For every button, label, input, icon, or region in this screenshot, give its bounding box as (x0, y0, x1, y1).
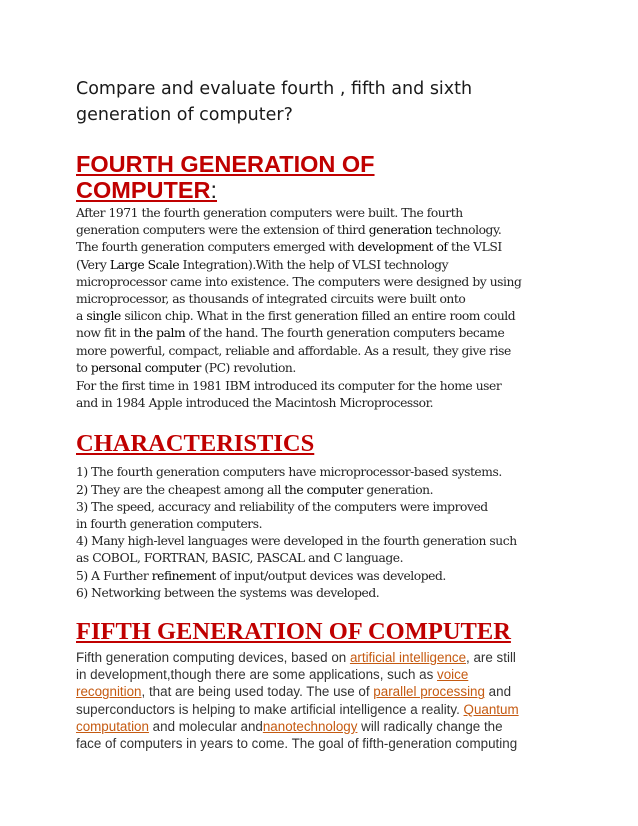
question-line-1: Compare and evaluate fourth , fifth and sixth (76, 79, 473, 99)
fifth-generation-heading: FIFTH GENERATION OF COMPUTER (76, 618, 511, 646)
quantum-computation-link-cont[interactable]: computation (76, 718, 149, 734)
artificial-intelligence-link[interactable]: artificial intelligence (349, 650, 467, 666)
paragraph-line: now fit in the palm of the hand. The fourth generation computers became (76, 326, 505, 341)
voice-recognition-link[interactable]: voice (437, 667, 469, 683)
fourth-generation-heading (76, 151, 576, 203)
large-scale-link[interactable]: Large Scale (109, 257, 180, 272)
characteristics-list (76, 464, 576, 602)
list-item: 4) Many high-level languages were developed in the fourth generation such (76, 534, 517, 549)
paragraph-line: microprocessor came into existence. The computers were designed by using (76, 274, 522, 289)
list-item: 5) A Further refinement of input/output devices was developed. (76, 568, 446, 583)
paragraph-line: superconductors is helping to make artificial intelligence a reality. Quantum (76, 701, 519, 717)
paragraph-line: and in 1984 Apple introduced the Macintosh Microprocessor. (76, 396, 434, 411)
paragraph-line: a single silicon chip. What in the first generation filled an entire room could (76, 309, 516, 324)
characteristics-heading: CHARACTERISTICS (76, 430, 315, 458)
paragraph-line: face of computers in years to come. The goal of fifth-generation computing (76, 736, 518, 752)
list-item: 2) They are the cheapest among all the computer generation. (76, 482, 434, 497)
fourth-generation-paragraph-2 (76, 378, 576, 412)
list-item: in fourth generation computers. (76, 517, 263, 532)
paragraph-line: more powerful, compact, reliable and affordable. As a result, they give rise (76, 343, 511, 358)
paragraph-line: Fifth generation computing devices, based on artificial intelligence, are still (76, 650, 516, 666)
document-page (76, 76, 576, 752)
question-line-2: generation of computer? (76, 105, 293, 125)
paragraph-line: computation and molecular andnanotechnology will radically change the (76, 718, 503, 734)
question-text (76, 76, 576, 128)
fourth-heading-line-2: COMPUTER (76, 177, 211, 203)
paragraph-line: (Very Large Scale Integration).With the help of VLSI technology (76, 257, 449, 272)
paragraph-line: to personal computer (PC) revolution. (76, 360, 296, 375)
paragraph-line: The fourth generation computers emerged with development of the VLSI (76, 240, 502, 255)
personal-computer-link[interactable]: personal computer (90, 360, 201, 375)
voice-recognition-link-cont[interactable]: recognition (76, 684, 142, 700)
list-item: 1) The fourth generation computers have microprocessor-based systems. (76, 465, 502, 480)
paragraph-line: generation computers were the extension of third generation technology. (76, 223, 502, 238)
fifth-generation-paragraph (76, 649, 576, 752)
paragraph-line: microprocessor, as thousands of integrated circuits were built onto (76, 292, 466, 307)
fourth-heading-colon: : (210, 177, 218, 203)
paragraph-line: For the first time in 1981 IBM introduced its computer for the home user (76, 379, 502, 394)
list-item: 6) Networking between the systems was developed. (76, 585, 380, 600)
fourth-generation-paragraph-1 (76, 205, 576, 377)
list-item: as COBOL, FORTRAN, BASIC, PASCAL and C language. (76, 551, 404, 566)
generation-link[interactable]: generation (368, 223, 432, 238)
the-computer-link[interactable]: the computer (284, 482, 363, 497)
development-of-link[interactable]: development of (357, 240, 448, 255)
nanotechnology-link[interactable]: nanotechnology (262, 718, 358, 734)
quantum-computation-link[interactable]: Quantum (463, 701, 519, 717)
paragraph-line: After 1971 the fourth generation computers were built. The fourth (76, 206, 463, 220)
single-link[interactable]: single (86, 309, 121, 324)
list-item: 3) The speed, accuracy and reliability of the computers were improved (76, 499, 488, 514)
parallel-processing-link[interactable]: parallel processing (373, 684, 485, 700)
paragraph-line: recognition, that are being used today. The use of parallel processing and (76, 684, 512, 700)
the-palm-link[interactable]: the palm (133, 326, 186, 341)
fourth-heading-line-1: FOURTH GENERATION OF (76, 151, 375, 177)
refinement-link[interactable]: refinement (151, 568, 216, 583)
paragraph-line: in development,though there are some applications, such as voice (76, 667, 469, 683)
